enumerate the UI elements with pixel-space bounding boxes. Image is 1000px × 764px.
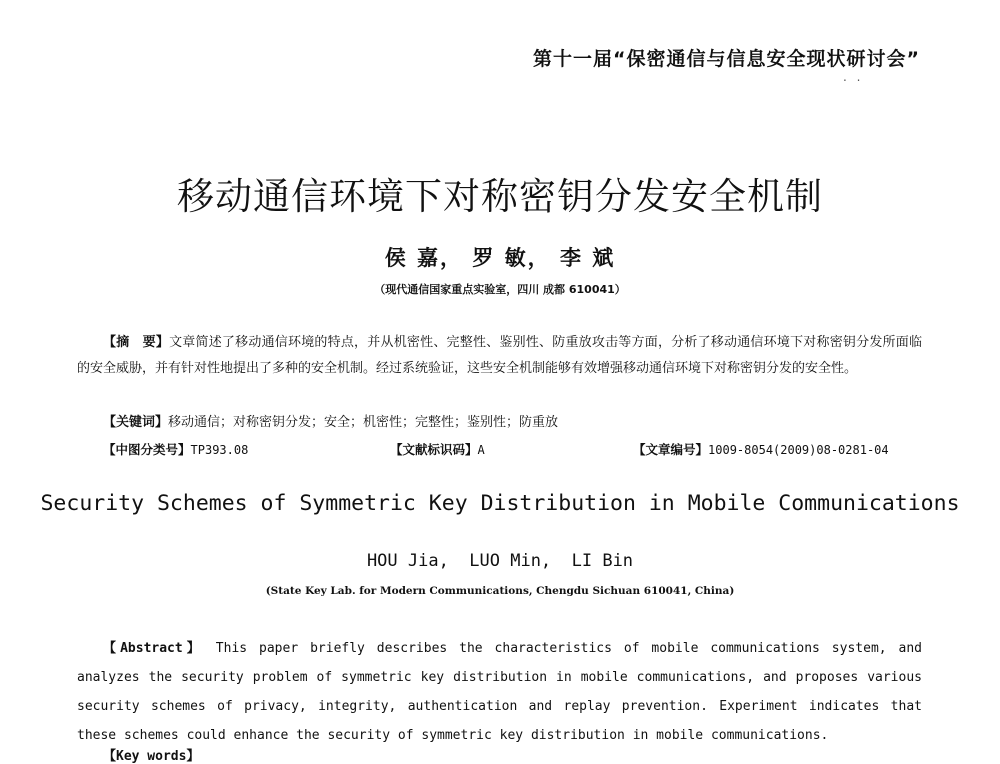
abstract-cn-label: 【摘 要】 xyxy=(103,335,170,350)
clc-label: 【中图分类号】 xyxy=(103,442,191,457)
paper-title-cn: 移动通信环境下对称密钥分发安全机制 xyxy=(177,175,823,218)
doc-code-value: A xyxy=(477,443,485,457)
authors-en: HOU Jia, LUO Min, LI Bin xyxy=(366,551,634,571)
authors-cn: 侯 嘉， 罗 敏， 李 斌 xyxy=(384,246,616,270)
article-number-value: 1009-8054(2009)08-0281-04 xyxy=(708,443,889,457)
keywords-cn xyxy=(103,411,923,435)
doc-code-field xyxy=(390,438,485,462)
abstract-cn-text: 文章简述了移动通信环境的特点，并从机密性、完整性、鉴别性、防重放攻击等方面，分析了移动通信环境下对称密钥分发所面临的安全威胁，并有针对性地提出了多种的安全机制。经过系统验证，这些安全机制能够有效增强移动通信环境下对称密钥分发的安全性。 xyxy=(77,335,922,376)
clc-value: TP393.08 xyxy=(190,443,249,457)
abstract-en-label: 【Abstract】 xyxy=(103,641,204,656)
paper-title-en: Security Schemes of Symmetric Key Distribution in Mobile Communications xyxy=(40,491,960,516)
header-dots: . . xyxy=(843,70,864,84)
abstract-en xyxy=(77,634,922,750)
keywords-cn-text: 移动通信；对称密钥分发；安全；机密性；完整性；鉴别性；防重放 xyxy=(168,415,559,430)
affiliation-cn: （现代通信国家重点实验室，四川 成都 610041） xyxy=(374,283,626,296)
conference-header: 第十一届“保密通信与信息安全现状研讨会” xyxy=(533,48,920,70)
keywords-cn-label: 【关键词】 xyxy=(103,415,169,430)
affiliation-en: (State Key Lab. for Modern Communications, Chengdu Sichuan 610041, China) xyxy=(265,585,735,597)
article-number-field xyxy=(633,438,889,462)
abstract-en-text: This paper briefly describes the characteristics of mobile communications system, and analyzes the security problem of symmetric key distribution in mobile communications, and proposes various security schemes of privacy, integrity, authentication and replay prevention. Experiment indicates that these schemes could enhance the security of symmetric key distribution in mobile communications. xyxy=(77,641,922,743)
abstract-cn xyxy=(77,330,922,382)
clc-field xyxy=(103,438,248,462)
keywords-en-label: 【Key words】 xyxy=(103,749,200,764)
article-number-label: 【文章编号】 xyxy=(633,442,709,457)
doc-code-label: 【文献标识码】 xyxy=(390,442,478,457)
